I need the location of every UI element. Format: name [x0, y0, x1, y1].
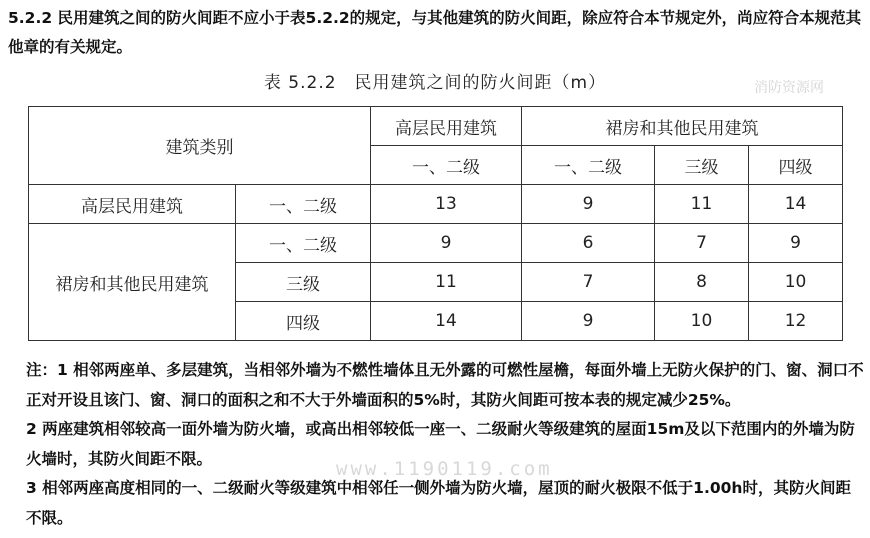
table-caption: 表 5.2.2 民用建筑之间的防火间距（m）: [263, 73, 607, 93]
note-3: 3 相邻两座高度相同的一、二级耐火等级建筑中相邻任一侧外墙为防火墙，屋顶的耐火极限不低于1.00h时，其防火间距不限。: [26, 479, 851, 527]
table-row: [29, 224, 843, 263]
cell: 9: [522, 302, 655, 341]
cell: 10: [749, 263, 843, 302]
row-grade: 一、二级: [236, 224, 371, 263]
row-grade: 一、二级: [236, 185, 371, 224]
subheader-grade-4: 四级: [749, 146, 843, 185]
subheader-highrise-grade: 一、二级: [371, 146, 522, 185]
cell: 14: [749, 185, 843, 224]
note-2: 2 两座建筑相邻较高一面外墙为防火墙，或高出相邻较低一座一、二级耐火等级建筑的屋面15m及以下范围内的外墙为防火墙时，其防火间距不限。: [26, 420, 855, 468]
note-1: 注：1 相邻两座单、多层建筑，当相邻外墙为不燃性墙体且无外露的可燃性屋檐，每面外墙上无防火保护的门、窗、洞口不正对开设且该门、窗、洞口的面积之和不大于外墙面积的5%时，其防火间距可按本表的规定减少25%。: [26, 361, 864, 409]
row-grade: 三级: [236, 263, 371, 302]
row-header-podium: 裙房和其他民用建筑: [29, 224, 236, 341]
header-podium: 裙房和其他民用建筑: [522, 107, 843, 146]
watermark: 消防资源网: [754, 80, 824, 96]
clause-text: 5.2.2 民用建筑之间的防火间距不应小于表5.2.2的规定，与其他建筑的防火间距，除应符合本节规定外，尚应符合本规范其他章的有关规定。: [8, 9, 862, 56]
row-grade: 四级: [236, 302, 371, 341]
cell: 11: [371, 263, 522, 302]
cell: 14: [371, 302, 522, 341]
cell: 7: [655, 224, 749, 263]
notes: [8, 356, 864, 533]
cell: 10: [655, 302, 749, 341]
cell: 6: [522, 224, 655, 263]
cell: 9: [522, 185, 655, 224]
subheader-grade-3: 三级: [655, 146, 749, 185]
cell: 9: [749, 224, 843, 263]
row-header-highrise: 高层民用建筑: [29, 185, 236, 224]
fire-distance-table: [28, 106, 843, 341]
cell: 9: [371, 224, 522, 263]
cell: 8: [655, 263, 749, 302]
corner-header: 建筑类别: [29, 107, 371, 185]
cell: 7: [522, 263, 655, 302]
cell: 11: [655, 185, 749, 224]
subheader-grade-1-2: 一、二级: [522, 146, 655, 185]
watermark-url: www.1190119.com: [336, 458, 553, 480]
header-highrise: 高层民用建筑: [371, 107, 522, 146]
cell: 13: [371, 185, 522, 224]
table-row: [29, 185, 843, 224]
cell: 12: [749, 302, 843, 341]
